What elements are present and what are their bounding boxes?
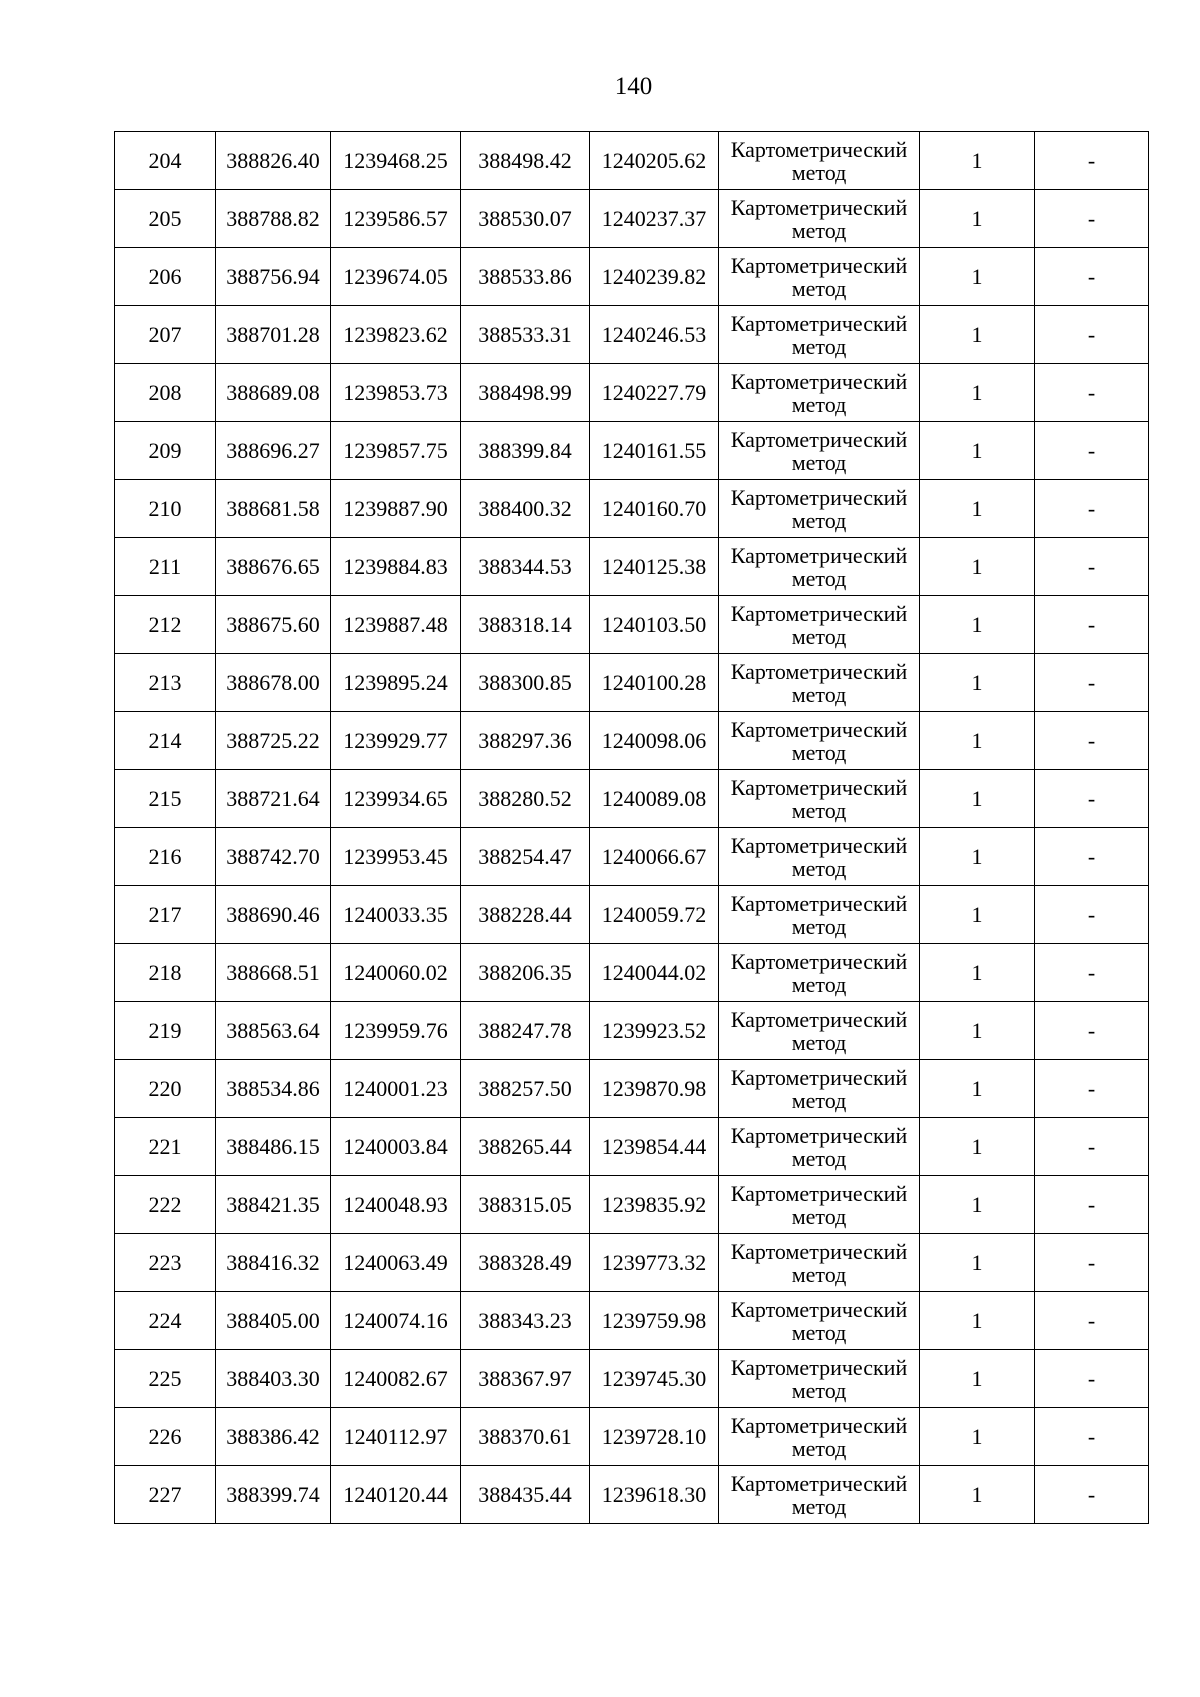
method-line-1: Картометрический	[730, 484, 908, 510]
x1-cell: 388675.60	[216, 596, 331, 654]
x1-cell: 388696.27	[216, 422, 331, 480]
y1-cell: 1239586.57	[331, 190, 461, 248]
method-cell	[719, 770, 920, 828]
method-cell	[719, 1234, 920, 1292]
y1-cell: 1240048.93	[331, 1176, 461, 1234]
method-line-1: Картометрический	[730, 368, 908, 394]
method-line-1: Картометрический	[730, 136, 908, 162]
note-cell: -	[1035, 654, 1149, 712]
method-cell	[719, 1466, 920, 1524]
y2-cell: 1240059.72	[590, 886, 719, 944]
method-cell	[719, 1060, 920, 1118]
note-cell: -	[1035, 248, 1149, 306]
note-cell: -	[1035, 1060, 1149, 1118]
method-line-2: метод	[791, 1087, 847, 1113]
point-number-cell: 214	[115, 712, 216, 770]
y1-cell: 1239934.65	[331, 770, 461, 828]
x2-cell: 388247.78	[461, 1002, 590, 1060]
y2-cell: 1239773.32	[590, 1234, 719, 1292]
accuracy-cell: 1	[920, 1002, 1035, 1060]
note-cell: -	[1035, 306, 1149, 364]
method-line-2: метод	[791, 1261, 847, 1287]
note-cell: -	[1035, 1002, 1149, 1060]
y2-cell: 1240103.50	[590, 596, 719, 654]
point-number-cell: 219	[115, 1002, 216, 1060]
x1-cell: 388486.15	[216, 1118, 331, 1176]
x1-cell: 388721.64	[216, 770, 331, 828]
y1-cell: 1240063.49	[331, 1234, 461, 1292]
table-row	[115, 1408, 1149, 1466]
method-line-1: Картометрический	[730, 948, 908, 974]
method-line-2: метод	[791, 449, 847, 475]
x2-cell: 388300.85	[461, 654, 590, 712]
point-number-cell: 224	[115, 1292, 216, 1350]
y1-cell: 1239823.62	[331, 306, 461, 364]
method-line-2: метод	[791, 855, 847, 881]
y2-cell: 1240160.70	[590, 480, 719, 538]
method-cell	[719, 886, 920, 944]
note-cell: -	[1035, 1118, 1149, 1176]
point-number-cell: 227	[115, 1466, 216, 1524]
y1-cell: 1240112.97	[331, 1408, 461, 1466]
table-row	[115, 1292, 1149, 1350]
table-row	[115, 306, 1149, 364]
x1-cell: 388690.46	[216, 886, 331, 944]
accuracy-cell: 1	[920, 886, 1035, 944]
x1-cell: 388826.40	[216, 132, 331, 190]
x1-cell: 388668.51	[216, 944, 331, 1002]
y2-cell: 1240044.02	[590, 944, 719, 1002]
y2-cell: 1239728.10	[590, 1408, 719, 1466]
y2-cell: 1240246.53	[590, 306, 719, 364]
y1-cell: 1239674.05	[331, 248, 461, 306]
method-cell	[719, 422, 920, 480]
y1-cell: 1240033.35	[331, 886, 461, 944]
y1-cell: 1240120.44	[331, 1466, 461, 1524]
method-line-2: метод	[791, 797, 847, 823]
note-cell: -	[1035, 422, 1149, 480]
accuracy-cell: 1	[920, 1292, 1035, 1350]
y1-cell: 1239895.24	[331, 654, 461, 712]
y1-cell: 1239468.25	[331, 132, 461, 190]
x1-cell: 388756.94	[216, 248, 331, 306]
y2-cell: 1240161.55	[590, 422, 719, 480]
table-row	[115, 190, 1149, 248]
note-cell: -	[1035, 712, 1149, 770]
accuracy-cell: 1	[920, 248, 1035, 306]
method-line-2: метод	[791, 971, 847, 997]
method-line-1: Картометрический	[730, 600, 908, 626]
y1-cell: 1240074.16	[331, 1292, 461, 1350]
x1-cell: 388386.42	[216, 1408, 331, 1466]
table-row	[115, 1118, 1149, 1176]
x2-cell: 388399.84	[461, 422, 590, 480]
note-cell: -	[1035, 1350, 1149, 1408]
note-cell: -	[1035, 944, 1149, 1002]
method-cell	[719, 306, 920, 364]
y2-cell: 1240205.62	[590, 132, 719, 190]
x1-cell: 388416.32	[216, 1234, 331, 1292]
method-line-1: Картометрический	[730, 542, 908, 568]
note-cell: -	[1035, 1292, 1149, 1350]
note-cell: -	[1035, 1408, 1149, 1466]
point-number-cell: 223	[115, 1234, 216, 1292]
x2-cell: 388367.97	[461, 1350, 590, 1408]
method-line-2: метод	[791, 1203, 847, 1229]
method-cell	[719, 944, 920, 1002]
accuracy-cell: 1	[920, 190, 1035, 248]
method-line-2: метод	[791, 1029, 847, 1055]
method-cell	[719, 828, 920, 886]
table-row	[115, 248, 1149, 306]
point-number-cell: 220	[115, 1060, 216, 1118]
method-cell	[719, 480, 920, 538]
coordinates-table	[114, 131, 1149, 1524]
method-line-2: метод	[791, 333, 847, 359]
accuracy-cell: 1	[920, 364, 1035, 422]
x1-cell: 388689.08	[216, 364, 331, 422]
x2-cell: 388343.23	[461, 1292, 590, 1350]
x1-cell: 388788.82	[216, 190, 331, 248]
method-line-2: метод	[791, 623, 847, 649]
point-number-cell: 226	[115, 1408, 216, 1466]
note-cell: -	[1035, 886, 1149, 944]
x2-cell: 388435.44	[461, 1466, 590, 1524]
y1-cell: 1240001.23	[331, 1060, 461, 1118]
table-row	[115, 1234, 1149, 1292]
table-row	[115, 712, 1149, 770]
accuracy-cell: 1	[920, 480, 1035, 538]
note-cell: -	[1035, 480, 1149, 538]
accuracy-cell: 1	[920, 944, 1035, 1002]
x2-cell: 388328.49	[461, 1234, 590, 1292]
x2-cell: 388265.44	[461, 1118, 590, 1176]
method-line-1: Картометрический	[730, 890, 908, 916]
note-cell: -	[1035, 364, 1149, 422]
accuracy-cell: 1	[920, 306, 1035, 364]
x1-cell: 388405.00	[216, 1292, 331, 1350]
note-cell: -	[1035, 596, 1149, 654]
method-cell	[719, 248, 920, 306]
accuracy-cell: 1	[920, 132, 1035, 190]
method-cell	[719, 538, 920, 596]
table-row	[115, 538, 1149, 596]
x1-cell: 388421.35	[216, 1176, 331, 1234]
y2-cell: 1239835.92	[590, 1176, 719, 1234]
point-number-cell: 213	[115, 654, 216, 712]
y1-cell: 1239929.77	[331, 712, 461, 770]
table-row	[115, 886, 1149, 944]
point-number-cell: 208	[115, 364, 216, 422]
x1-cell: 388701.28	[216, 306, 331, 364]
accuracy-cell: 1	[920, 770, 1035, 828]
table-row	[115, 596, 1149, 654]
method-line-2: метод	[791, 507, 847, 533]
y1-cell: 1239857.75	[331, 422, 461, 480]
method-cell	[719, 1002, 920, 1060]
x2-cell: 388206.35	[461, 944, 590, 1002]
y1-cell: 1239853.73	[331, 364, 461, 422]
method-line-1: Картометрический	[730, 1064, 908, 1090]
point-number-cell: 207	[115, 306, 216, 364]
y1-cell: 1239887.48	[331, 596, 461, 654]
y1-cell: 1240082.67	[331, 1350, 461, 1408]
y2-cell: 1240239.82	[590, 248, 719, 306]
accuracy-cell: 1	[920, 1408, 1035, 1466]
point-number-cell: 216	[115, 828, 216, 886]
x1-cell: 388534.86	[216, 1060, 331, 1118]
x2-cell: 388533.31	[461, 306, 590, 364]
method-cell	[719, 1292, 920, 1350]
x2-cell: 388498.42	[461, 132, 590, 190]
note-cell: -	[1035, 1176, 1149, 1234]
method-line-2: метод	[791, 1493, 847, 1519]
y1-cell: 1239887.90	[331, 480, 461, 538]
point-number-cell: 215	[115, 770, 216, 828]
accuracy-cell: 1	[920, 654, 1035, 712]
x2-cell: 388257.50	[461, 1060, 590, 1118]
y2-cell: 1240125.38	[590, 538, 719, 596]
method-line-1: Картометрический	[730, 310, 908, 336]
y2-cell: 1239923.52	[590, 1002, 719, 1060]
method-line-1: Картометрический	[730, 426, 908, 452]
accuracy-cell: 1	[920, 1234, 1035, 1292]
y2-cell: 1240066.67	[590, 828, 719, 886]
method-line-1: Картометрический	[730, 1354, 908, 1380]
method-line-2: метод	[791, 565, 847, 591]
method-cell	[719, 1350, 920, 1408]
table-row	[115, 480, 1149, 538]
point-number-cell: 225	[115, 1350, 216, 1408]
table-row	[115, 1060, 1149, 1118]
x2-cell: 388344.53	[461, 538, 590, 596]
method-line-1: Картометрический	[730, 1238, 908, 1264]
y1-cell: 1239959.76	[331, 1002, 461, 1060]
y2-cell: 1239759.98	[590, 1292, 719, 1350]
accuracy-cell: 1	[920, 538, 1035, 596]
method-line-2: метод	[791, 1435, 847, 1461]
method-line-1: Картометрический	[730, 1296, 908, 1322]
point-number-cell: 221	[115, 1118, 216, 1176]
method-line-1: Картометрический	[730, 1006, 908, 1032]
accuracy-cell: 1	[920, 422, 1035, 480]
accuracy-cell: 1	[920, 1176, 1035, 1234]
x2-cell: 388228.44	[461, 886, 590, 944]
method-line-2: метод	[791, 275, 847, 301]
y1-cell: 1240060.02	[331, 944, 461, 1002]
method-line-2: метод	[791, 1377, 847, 1403]
point-number-cell: 212	[115, 596, 216, 654]
method-line-1: Картометрический	[730, 1470, 908, 1496]
y2-cell: 1240100.28	[590, 654, 719, 712]
method-cell	[719, 364, 920, 422]
method-cell	[719, 654, 920, 712]
note-cell: -	[1035, 828, 1149, 886]
y2-cell: 1239870.98	[590, 1060, 719, 1118]
point-number-cell: 209	[115, 422, 216, 480]
x2-cell: 388530.07	[461, 190, 590, 248]
y2-cell: 1240237.37	[590, 190, 719, 248]
x1-cell: 388725.22	[216, 712, 331, 770]
note-cell: -	[1035, 770, 1149, 828]
x1-cell: 388742.70	[216, 828, 331, 886]
method-cell	[719, 712, 920, 770]
x2-cell: 388254.47	[461, 828, 590, 886]
method-line-1: Картометрический	[730, 252, 908, 278]
table-row	[115, 654, 1149, 712]
y2-cell: 1239854.44	[590, 1118, 719, 1176]
table-row	[115, 1176, 1149, 1234]
method-line-2: метод	[791, 159, 847, 185]
x2-cell: 388498.99	[461, 364, 590, 422]
table-row	[115, 770, 1149, 828]
note-cell: -	[1035, 132, 1149, 190]
table-row	[115, 132, 1149, 190]
point-number-cell: 210	[115, 480, 216, 538]
page-number: 140	[614, 73, 653, 100]
method-line-2: метод	[791, 391, 847, 417]
y2-cell: 1239745.30	[590, 1350, 719, 1408]
x2-cell: 388400.32	[461, 480, 590, 538]
method-line-1: Картометрический	[730, 1412, 908, 1438]
table-row	[115, 1466, 1149, 1524]
method-line-1: Картометрический	[730, 194, 908, 220]
accuracy-cell: 1	[920, 1350, 1035, 1408]
table-row	[115, 1002, 1149, 1060]
method-cell	[719, 1408, 920, 1466]
x1-cell: 388681.58	[216, 480, 331, 538]
y2-cell: 1239618.30	[590, 1466, 719, 1524]
accuracy-cell: 1	[920, 1466, 1035, 1524]
x2-cell: 388533.86	[461, 248, 590, 306]
note-cell: -	[1035, 1466, 1149, 1524]
point-number-cell: 218	[115, 944, 216, 1002]
point-number-cell: 206	[115, 248, 216, 306]
accuracy-cell: 1	[920, 712, 1035, 770]
table-row	[115, 422, 1149, 480]
note-cell: -	[1035, 190, 1149, 248]
method-cell	[719, 596, 920, 654]
note-cell: -	[1035, 1234, 1149, 1292]
y1-cell: 1240003.84	[331, 1118, 461, 1176]
y1-cell: 1239953.45	[331, 828, 461, 886]
point-number-cell: 205	[115, 190, 216, 248]
table-row	[115, 1350, 1149, 1408]
x1-cell: 388678.00	[216, 654, 331, 712]
method-line-1: Картометрический	[730, 774, 908, 800]
method-line-2: метод	[791, 739, 847, 765]
x1-cell: 388399.74	[216, 1466, 331, 1524]
x2-cell: 388315.05	[461, 1176, 590, 1234]
y1-cell: 1239884.83	[331, 538, 461, 596]
method-line-2: метод	[791, 217, 847, 243]
point-number-cell: 211	[115, 538, 216, 596]
x2-cell: 388297.36	[461, 712, 590, 770]
point-number-cell: 217	[115, 886, 216, 944]
y2-cell: 1240089.08	[590, 770, 719, 828]
method-cell	[719, 132, 920, 190]
point-number-cell: 222	[115, 1176, 216, 1234]
method-line-1: Картометрический	[730, 1180, 908, 1206]
y2-cell: 1240227.79	[590, 364, 719, 422]
x2-cell: 388318.14	[461, 596, 590, 654]
x2-cell: 388370.61	[461, 1408, 590, 1466]
method-line-1: Картометрический	[730, 832, 908, 858]
method-line-2: метод	[791, 681, 847, 707]
method-line-1: Картометрический	[730, 716, 908, 742]
point-number-cell: 204	[115, 132, 216, 190]
accuracy-cell: 1	[920, 1118, 1035, 1176]
method-line-1: Картометрический	[730, 1122, 908, 1148]
x1-cell: 388563.64	[216, 1002, 331, 1060]
method-line-2: метод	[791, 913, 847, 939]
method-cell	[719, 1118, 920, 1176]
accuracy-cell: 1	[920, 828, 1035, 886]
x2-cell: 388280.52	[461, 770, 590, 828]
method-cell	[719, 1176, 920, 1234]
accuracy-cell: 1	[920, 596, 1035, 654]
method-line-2: метод	[791, 1145, 847, 1171]
table-row	[115, 944, 1149, 1002]
table-row	[115, 364, 1149, 422]
method-cell	[719, 190, 920, 248]
note-cell: -	[1035, 538, 1149, 596]
table-row	[115, 828, 1149, 886]
table-body	[115, 132, 1149, 1524]
method-line-1: Картометрический	[730, 658, 908, 684]
x1-cell: 388676.65	[216, 538, 331, 596]
method-line-2: метод	[791, 1319, 847, 1345]
accuracy-cell: 1	[920, 1060, 1035, 1118]
y2-cell: 1240098.06	[590, 712, 719, 770]
x1-cell: 388403.30	[216, 1350, 331, 1408]
